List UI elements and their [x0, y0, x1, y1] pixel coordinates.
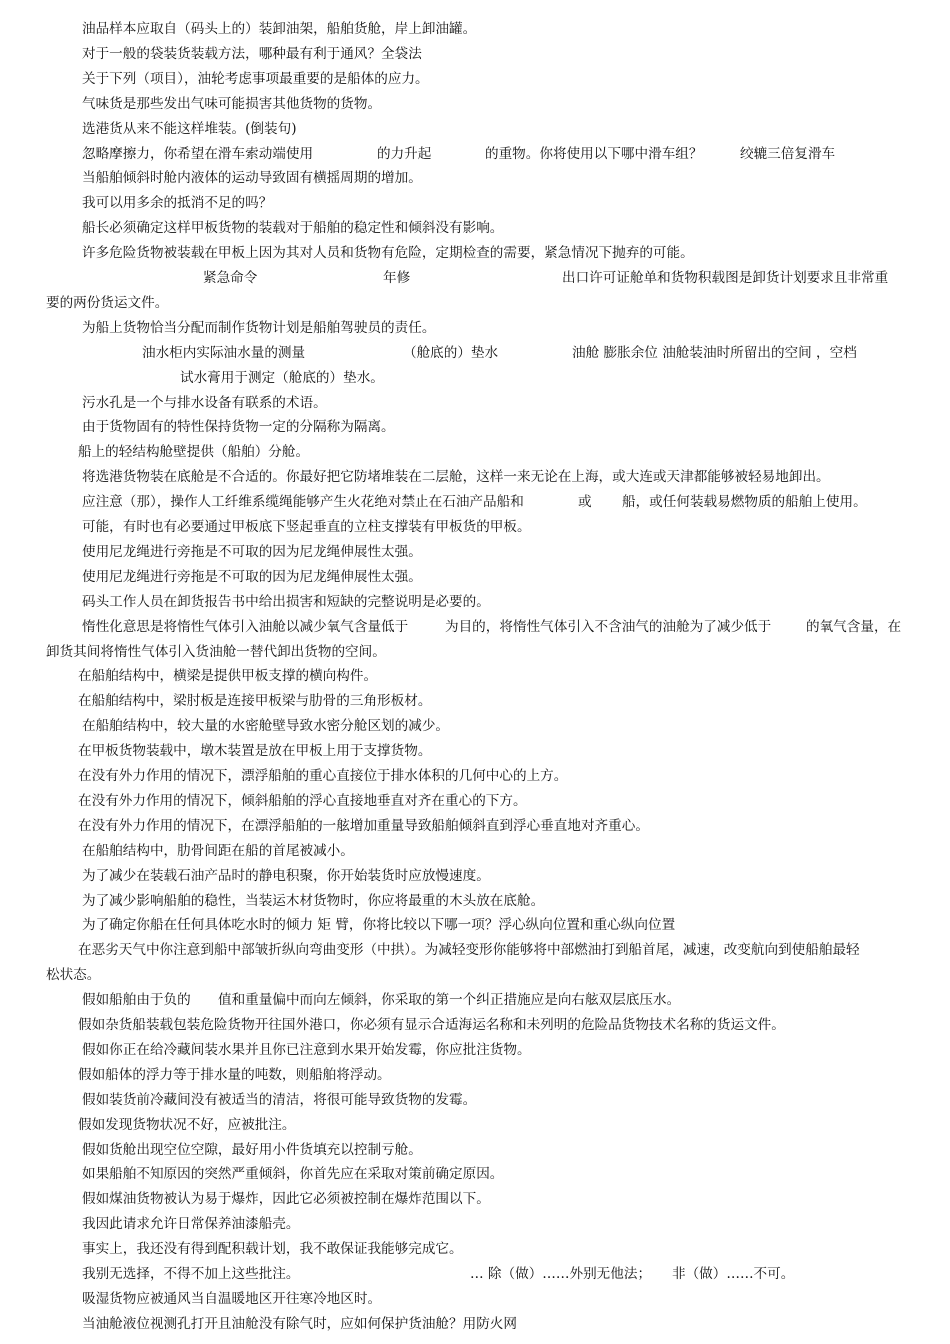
text-line: [0, 966, 950, 991]
text-segment: 在没有外力作用的情况下，倾斜船舶的浮心直接地垂直对齐在重心的下方。: [78, 792, 527, 809]
text-line: [0, 493, 950, 518]
text-segment: 为了减少在装载石油产品时的静电积聚，你开始装货时应放慢速度。: [82, 867, 490, 884]
text-segment: 油水柜内实际油水量的测量: [142, 344, 306, 361]
text-line: [0, 568, 950, 593]
text-segment: 应注意（那），操作人工纤维系缆绳能够产生火花绝对禁止在石油产品船和: [82, 494, 524, 511]
text-line: [0, 941, 950, 966]
text-segment: 在船舶结构中，较大量的水密舱壁导致水密分舱区划的减少。: [82, 718, 450, 735]
text-segment: 油品样本应取自（码头上的）装卸油架，船舶货舱，岸上卸油罐。: [82, 21, 477, 37]
text-segment: 年修: [383, 270, 411, 286]
text-segment: 忽略摩擦力，你希望在滑车索动端使用: [82, 145, 314, 162]
text-segment: 假如船体的浮力等于排水量的吨数，则船舶将浮动。: [78, 1066, 391, 1083]
text-line: [0, 319, 950, 344]
text-line: [0, 294, 950, 319]
text-line: [0, 244, 950, 269]
text-line: [0, 1215, 950, 1240]
text-line: [0, 1290, 950, 1315]
text-segment: 气味货是那些发出气味可能损害其他货物的货物。: [82, 95, 382, 112]
text-line: [0, 194, 950, 219]
text-segment: 惰性化意思是将惰性气体引入油舱以减少氧气含量低于: [82, 618, 409, 635]
text-segment: 在船舶结构中，肋骨间距在船的首尾被减小。: [82, 842, 354, 859]
text-segment: 在甲板货物装载中，墩木装置是放在甲板上用于支撑货物。: [78, 743, 432, 760]
text-segment: 假如杂货船装载包装危险货物开往国外港口，你必须有显示合适海运名称和未列明的危险品货物技术名称的货运文件。: [78, 1017, 785, 1033]
text-line: [0, 1116, 950, 1141]
text-segment: （舱底的）垫水: [403, 344, 499, 361]
text-line: [0, 717, 950, 742]
text-segment: 当油舱液位视测孔打开且油舱没有除气时，应如何保护货油舱？用防火网: [82, 1315, 517, 1332]
text-segment: … 除（做）……外别无他法；: [470, 1266, 652, 1282]
text-segment: 假如你正在给冷藏间装水果并且你已注意到水果开始发霉，你应批注货物。: [82, 1041, 531, 1058]
text-line: [0, 618, 950, 643]
text-line: [0, 468, 950, 493]
text-segment: 松状态。: [46, 967, 101, 984]
text-segment: 选港货从来不能这样堆装。(倒装句): [82, 120, 297, 137]
text-segment: 假如货舱出现空位空隙，最好用小件货填充以控制亏舱。: [82, 1141, 422, 1158]
text-segment: 油舱 膨胀余位 油舱装油时所留出的空间 ，空档: [572, 344, 857, 361]
text-line: [0, 418, 950, 443]
text-segment: 为船上货物恰当分配而制作货物计划是船舶驾驶员的责任。: [82, 319, 436, 336]
text-segment: 假如发现货物状况不好，应被批注。: [78, 1116, 296, 1133]
text-line: [0, 667, 950, 692]
text-segment: 将选港货物装在底舱是不合适的。你最好把它防堵堆装在二层舱，这样一来无论在上海，或大连或天津都能够被轻易地卸出。: [82, 469, 830, 486]
text-segment: 使用尼龙绳进行旁拖是不可取的因为尼龙绳伸展性太强。: [82, 568, 422, 585]
text-line: [0, 867, 950, 892]
text-line: [0, 518, 950, 543]
text-line: [0, 70, 950, 95]
text-line: [0, 1315, 950, 1340]
text-line: [0, 817, 950, 842]
text-line: [0, 916, 950, 941]
text-segment: 关于下列（项目），油轮考虑事项最重要的是船体的应力。: [82, 70, 429, 87]
text-segment: 绞辘三倍复滑车: [740, 145, 836, 162]
text-segment: 为了减少影响船舶的稳性，当装运木材货物时，你应将最重的木头放在底舱。: [82, 892, 545, 909]
text-line: [0, 145, 950, 170]
text-line: [0, 1240, 950, 1265]
text-segment: 紧急命令: [203, 270, 258, 286]
text-segment: 在恶劣天气中你注意到船中部皱折纵向弯曲变形（中拱）。为减轻变形你能够将中部燃油打到船首尾，减速，改变航向到使船舶最轻: [78, 942, 860, 959]
text-line: [0, 1165, 950, 1190]
text-segment: 在船舶结构中，梁肘板是连接甲板梁与肋骨的三角形板材。: [78, 693, 432, 710]
text-segment: 我因此请求允许日常保养油漆船壳。: [82, 1216, 300, 1233]
text-line: [0, 120, 950, 145]
text-segment: 卸货其间将惰性气体引入货油舱一替代卸出货物的空间。: [46, 643, 386, 660]
text-line: [0, 219, 950, 244]
text-segment: 出口许可证舱单和货物积载图是卸货计划要求且非常重: [562, 270, 889, 286]
text-line: [0, 1091, 950, 1116]
text-segment: 船上的轻结构舱壁提供（船舶）分舱。: [78, 444, 310, 461]
text-line: [0, 369, 950, 394]
text-segment: 由于货物固有的特性保持货物一定的分隔称为隔离。: [82, 419, 395, 436]
text-segment: 我别无选择，不得不加上这些批注。: [82, 1266, 300, 1282]
text-line: [0, 991, 950, 1016]
text-segment: 的重物。你将使用以下哪中滑车组？: [485, 145, 703, 162]
text-segment: 为了确定你船在任何具体吃水时的倾力 矩 臂，你将比较以下哪一项？浮心纵向位置和重心纵向位置: [82, 917, 676, 934]
text-segment: 在没有外力作用的情况下，漂浮船舶的重心直接位于排水体积的几何中心的上方。: [78, 768, 568, 784]
text-line: [0, 692, 950, 717]
text-segment: 吸湿货物应被通风当自温暖地区开往寒冷地区时。: [82, 1290, 382, 1307]
text-line: [0, 842, 950, 867]
text-line: [0, 1141, 950, 1166]
text-segment: 要的两份货运文件。: [46, 294, 169, 311]
text-segment: 事实上，我还没有得到配积载计划，我不敢保证我能够完成它。: [82, 1241, 463, 1258]
text-segment: 为目的，将惰性气体引入不含油气的油舱为了减少低于: [445, 618, 772, 635]
text-line: [0, 643, 950, 668]
text-line: [0, 443, 950, 468]
text-line: [0, 593, 950, 618]
text-segment: 的氧气含量，在: [806, 618, 902, 635]
text-segment: 在没有外力作用的情况下，在漂浮船舶的一舷增加重量导致船舶倾斜直到浮心垂直地对齐重心。: [78, 817, 649, 834]
text-segment: 可能，有时也有必要通过甲板底下竖起垂直的立柱支撑装有甲板货的甲板。: [82, 519, 531, 535]
text-line: [0, 892, 950, 917]
text-segment: 或: [578, 494, 592, 511]
text-segment: 试水膏用于测定（舱底的）垫水。: [180, 369, 384, 386]
text-segment: 如果船舶不知原因的突然严重倾斜，你首先应在采取对策前确定原因。: [82, 1166, 504, 1183]
text-line: [0, 344, 950, 369]
text-segment: 的力升起: [377, 145, 432, 162]
text-line: [0, 394, 950, 419]
text-line: [0, 792, 950, 817]
text-line: [0, 1016, 950, 1041]
text-line: [0, 767, 950, 792]
text-line: [0, 45, 950, 70]
text-segment: 假如装货前冷藏间没有被适当的清洁，将很可能导致货物的发霉。: [82, 1091, 477, 1108]
text-segment: 假如煤油货物被认为易于爆炸，因此它必须被控制在爆炸范围以下。: [82, 1191, 490, 1208]
text-line: [0, 1265, 950, 1290]
text-line: [0, 95, 950, 120]
text-segment: 我可以用多余的抵消不足的吗？: [82, 195, 273, 212]
text-line: [0, 1190, 950, 1215]
text-line: [0, 169, 950, 194]
text-segment: 在船舶结构中，横梁是提供甲板支撑的横向构件。: [78, 668, 378, 685]
text-segment: 许多危险货物被装载在甲板上因为其对人员和货物有危险，定期检查的需要，紧急情况下抛弃的可能。: [82, 245, 694, 262]
text-segment: 假如船舶由于负的: [82, 992, 191, 1009]
text-line: [0, 1041, 950, 1066]
text-segment: 值和重量偏中而向左倾斜，你采取的第一个纠正措施应是向右舷双层底压水。: [218, 992, 681, 1009]
text-segment: 码头工作人员在卸货报告书中给出损害和短缺的完整说明是必要的。: [82, 593, 490, 610]
text-line: [0, 742, 950, 767]
text-segment: 非（做）……不可。: [672, 1266, 795, 1282]
text-segment: 船，或任何装载易燃物质的船舶上使用。: [622, 494, 867, 511]
text-segment: 当船舶倾斜时舱内液体的运动导致固有横摇周期的增加。: [82, 170, 422, 187]
text-line: [0, 269, 950, 294]
text-line: [0, 1066, 950, 1091]
text-segment: 污水孔是一个与排水设备有联系的术语。: [82, 394, 327, 411]
text-line: [0, 543, 950, 568]
text-line: [0, 20, 950, 45]
text-segment: 使用尼龙绳进行旁拖是不可取的因为尼龙绳伸展性太强。: [82, 543, 422, 560]
text-segment: 对于一般的袋装货装载方法，哪种最有利于通风？全袋法: [82, 45, 422, 62]
text-segment: 船长必须确定这样甲板货物的装载对于船舶的稳定性和倾斜没有影响。: [82, 220, 504, 237]
